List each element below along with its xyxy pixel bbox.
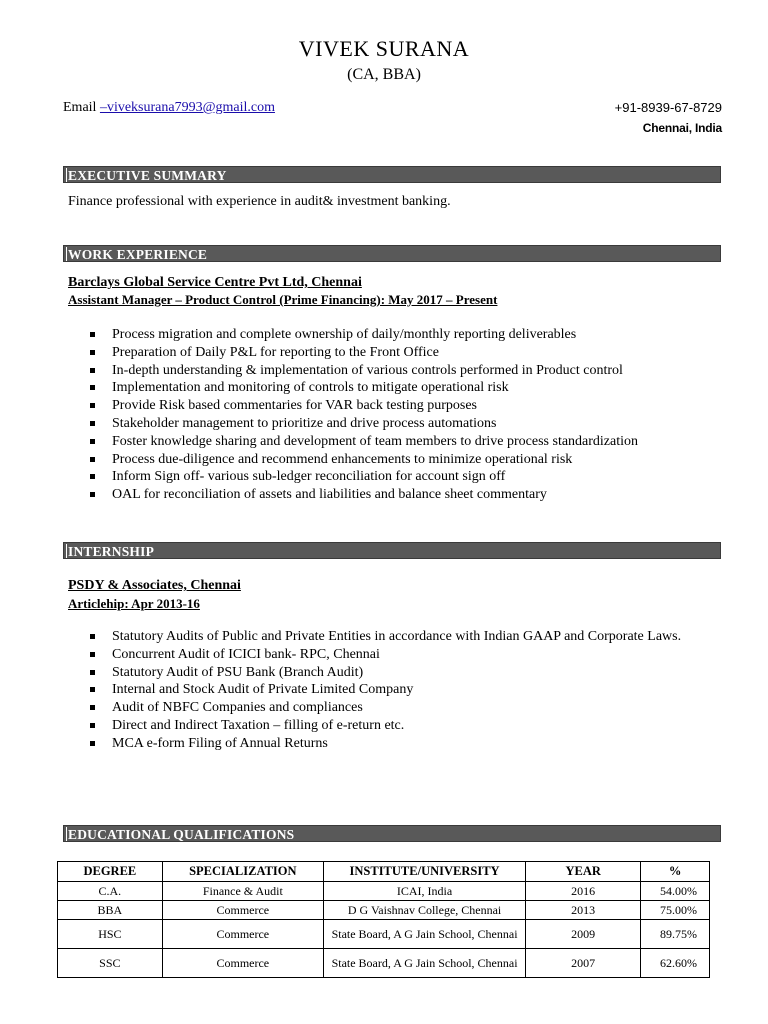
table-cell: State Board, A G Jain School, Chennai: [323, 920, 525, 949]
list-item: [90, 468, 710, 486]
list-item-text: Implementation and monitoring of controls to mitigate operational risk: [112, 380, 509, 396]
table-row: [58, 920, 710, 949]
email-link[interactable]: –viveksurana7993@gmail.com: [99, 100, 275, 115]
bullet-marker: [90, 421, 95, 426]
phone-number: +91-8939-67-8729: [614, 100, 722, 115]
list-item-text: Direct and Indirect Taxation – filling of e-return etc.: [112, 717, 405, 733]
list-item-text: In-depth understanding & implementation of various controls performed in Product control: [112, 362, 623, 378]
bullet-marker: [90, 652, 95, 657]
bullet-marker: [90, 457, 95, 462]
table-cell: 89.75%: [641, 920, 710, 949]
table-cell: Commerce: [162, 920, 323, 949]
column-header: INSTITUTE/UNIVERSITY: [323, 862, 525, 882]
work-bullet-list: [90, 326, 710, 504]
location: Chennai, India: [642, 121, 722, 135]
section-heading-internship: INTERNSHIP: [63, 542, 721, 559]
table-cell: Finance & Audit: [162, 882, 323, 901]
list-item: [90, 379, 710, 397]
list-item-text: Process due-diligence and recommend enhancements to minimize operational risk: [112, 451, 573, 467]
bullet-marker: [90, 687, 95, 692]
table-cell: C.A.: [58, 882, 163, 901]
list-item: [90, 397, 710, 415]
list-item: [90, 362, 710, 380]
education-table: [57, 861, 710, 978]
bullet-marker: [90, 723, 95, 728]
bullet-marker: [90, 385, 95, 390]
list-item: [90, 699, 710, 717]
list-item: [90, 646, 710, 664]
list-item-text: OAL for reconciliation of assets and liabilities and balance sheet commentary: [112, 487, 547, 503]
section-heading-executive-summary: EXECUTIVE SUMMARY: [63, 166, 721, 183]
list-item-text: Inform Sign off- various sub-ledger reconciliation for account sign off: [112, 469, 506, 485]
list-item: [90, 344, 710, 362]
table-cell: BBA: [58, 901, 163, 920]
table-cell: 2007: [526, 949, 641, 978]
list-item-text: Process migration and complete ownership of daily/monthly reporting deliverables: [112, 327, 577, 342]
list-item: [90, 664, 710, 682]
table-cell: 2016: [526, 882, 641, 901]
table-cell: Commerce: [162, 901, 323, 920]
list-item: [90, 451, 710, 469]
candidate-name: VIVEK SURANA: [298, 36, 470, 61]
table-cell: 62.60%: [641, 949, 710, 978]
list-item: [90, 717, 710, 735]
table-header-row: [58, 862, 710, 882]
list-item: [90, 681, 710, 699]
internship-company: PSDY & Associates, Chennai: [68, 578, 241, 593]
table-cell: 2013: [526, 901, 641, 920]
table-cell: HSC: [58, 920, 163, 949]
column-header: SPECIALIZATION: [162, 862, 323, 882]
table-cell: State Board, A G Jain School, Chennai: [323, 949, 525, 978]
list-item-text: Internal and Stock Audit of Private Limited Company: [112, 682, 414, 698]
internship-role: Articlehip: Apr 2013-16: [68, 596, 200, 611]
email-line: [63, 100, 275, 116]
table-cell: 54.00%: [641, 882, 710, 901]
list-item-text: Preparation of Daily P&L for reporting to the Front Office: [112, 344, 439, 360]
section-heading-work-experience: WORK EXPERIENCE: [63, 245, 721, 262]
bullet-marker: [90, 439, 95, 444]
column-header: DEGREE: [58, 862, 163, 882]
list-item: [90, 735, 710, 753]
table-cell: ICAI, India: [323, 882, 525, 901]
bullet-marker: [90, 332, 95, 337]
table-cell: SSC: [58, 949, 163, 978]
table-row: [58, 901, 710, 920]
table-cell: 75.00%: [641, 901, 710, 920]
bullet-marker: [90, 350, 95, 355]
table-cell: D G Vaishnav College, Chennai: [323, 901, 525, 920]
internship-bullet-list: [90, 628, 710, 753]
table-cell: 2009: [526, 920, 641, 949]
list-item-text: Foster knowledge sharing and development of team members to drive process standardization: [112, 433, 639, 449]
list-item: [90, 433, 710, 451]
list-item-text: Audit of NBFC Companies and compliances: [112, 700, 363, 716]
list-item-text: MCA e-form Filing of Annual Returns: [112, 735, 328, 751]
list-item-text: Provide Risk based commentaries for VAR back testing purposes: [112, 398, 477, 414]
list-item-text: Stakeholder management to prioritize and drive process automations: [112, 415, 497, 431]
list-item: [90, 415, 710, 433]
bullet-marker: [90, 705, 95, 710]
bullet-marker: [90, 403, 95, 408]
bullet-marker: [90, 670, 95, 675]
list-item: [90, 326, 710, 344]
bullet-marker: [90, 474, 95, 479]
column-header: YEAR: [526, 862, 641, 882]
bullet-marker: [90, 741, 95, 746]
bullet-marker: [90, 492, 95, 497]
table-row: [58, 949, 710, 978]
list-item-text: Statutory Audits of Public and Private Entities in accordance with Indian GAAP and Corporate Laws.: [112, 629, 682, 644]
column-header: %: [641, 862, 710, 882]
work-role: Assistant Manager – Product Control (Prime Financing): May 2017 – Present: [68, 292, 498, 307]
summary-text: Finance professional with experience in audit& investment banking.: [68, 194, 451, 209]
list-item: [90, 486, 710, 504]
list-item: [90, 628, 710, 646]
candidate-qualifications: (CA, BBA): [347, 66, 421, 83]
email-label: Email: [63, 100, 100, 115]
bullet-marker: [90, 368, 95, 373]
bullet-marker: [90, 634, 95, 639]
table-cell: Commerce: [162, 949, 323, 978]
table-row: [58, 882, 710, 901]
section-heading-education: EDUCATIONAL QUALIFICATIONS: [63, 825, 721, 842]
list-item-text: Concurrent Audit of ICICI bank- RPC, Chennai: [112, 646, 380, 662]
work-company: Barclays Global Service Centre Pvt Ltd, Chennai: [68, 275, 362, 290]
list-item-text: Statutory Audit of PSU Bank (Branch Audit): [112, 664, 364, 680]
